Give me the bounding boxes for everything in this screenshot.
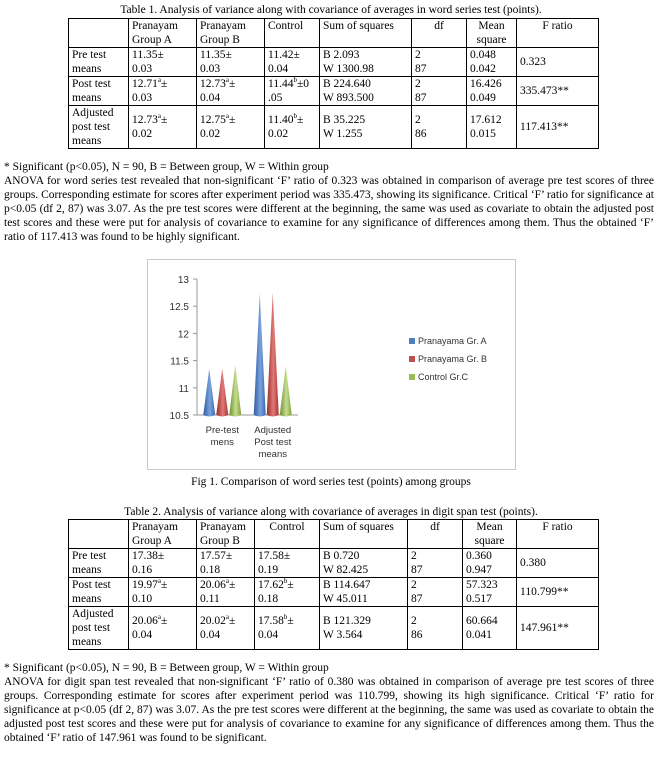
- cell-group-b: 12.75$^a$± 0.02: [197, 106, 265, 149]
- cell-group-a: 19.97$^a$± 0.10: [129, 578, 197, 607]
- x-labels: [206, 425, 292, 460]
- cell-control: 17.58± 0.19: [255, 549, 320, 578]
- y-ticks: [170, 275, 197, 422]
- bar-pranayama-gr-b-1: [267, 293, 279, 417]
- cell-group-b: 11.35± 0.03: [197, 48, 265, 77]
- cell-df: 2 87: [408, 578, 463, 607]
- cell-sum-of-squares: B 224.640 W 893.500: [320, 77, 412, 106]
- table2-paragraph: ANOVA for digit span test revealed that non-significant ‘F’ ratio of 0.380 was obtained in comparison of average pre test scores of three groups. Corresponding estimate for scores after experiment period was 110.799, showing its high significance. Critical ‘F’ ratio for significance at p<0.05 (df 2, 87) was 3.07. As the pre test scores were different at the beginning, the same was used as covariate to obtain the adjusted post test scores and these were put for analysis of covariance to examine for any significance of differences among them. Thus the obtained ‘F’ ratio of 147.961 was found to be significant.: [4, 676, 654, 744]
- cell-mean-square: 57.323 0.517: [463, 578, 517, 607]
- cell-sum-of-squares: B 2.093 W 1300.98: [320, 48, 412, 77]
- cell-sum-of-squares: B 121.329 W 3.564: [320, 607, 408, 650]
- header-cell-empty: [69, 520, 129, 549]
- cell-group-a: 11.35± 0.03: [129, 48, 197, 77]
- y-tick-label: 13: [177, 275, 189, 286]
- cell-f-ratio: 117.413**: [517, 106, 599, 149]
- cell-control: 11.40$^b$± 0.02: [265, 106, 320, 149]
- cell-f-ratio: 0.323: [517, 48, 599, 77]
- cell-control: 17.62$^b$± 0.18: [255, 578, 320, 607]
- cell-group-a: 20.06$^a$± 0.04: [129, 607, 197, 650]
- bar-control-gr-c-0: [229, 365, 241, 417]
- table-row: [69, 77, 599, 106]
- legend-label: Pranayama Gr. A: [418, 336, 487, 346]
- x-tick-label: Adjusted: [254, 425, 292, 436]
- cell-sum-of-squares: B 114.647 W 45.011: [320, 578, 408, 607]
- bars: [203, 293, 292, 417]
- cell-mean-square: 0.360 0.947: [463, 549, 517, 578]
- header-cell-mean-square: Mean square: [467, 19, 517, 48]
- cell-group-b: 20.06$^a$± 0.11: [197, 578, 255, 607]
- legend-label: Control Gr.C: [418, 372, 469, 382]
- cell-f-ratio: 0.380: [517, 549, 599, 578]
- cell-f-ratio: 110.799**: [517, 578, 599, 607]
- table-row: [69, 106, 599, 149]
- x-tick-label: means: [258, 449, 288, 460]
- cell-group-a: 12.73$^a$± 0.02: [129, 106, 197, 149]
- cell-control: 11.44$^b$±0 .05: [265, 77, 320, 106]
- cell-sum-of-squares: B 0.720 W 82.425: [320, 549, 408, 578]
- cell-df: 2 87: [408, 549, 463, 578]
- header-cell-group-a: Pranayam Group A: [129, 19, 197, 48]
- row-label: Post test means: [69, 578, 129, 607]
- cell-f-ratio: 335.473**: [517, 77, 599, 106]
- header-cell-control: Control: [265, 19, 320, 48]
- header-cell-group-b: Pranayam Group B: [197, 19, 265, 48]
- cell-mean-square: 17.612 0.015: [467, 106, 517, 149]
- cell-df: 2 86: [412, 106, 467, 149]
- header-cell-sum-of-squares: Sum of squares: [320, 520, 408, 549]
- table-row: [69, 578, 599, 607]
- table-row: [69, 48, 599, 77]
- legend-swatch: [409, 356, 415, 362]
- chart-svg: [148, 260, 515, 469]
- y-tick-label: 12: [177, 329, 189, 341]
- table1-caption: Table 1. Analysis of variance along with covariance of averages in word series test (points).: [120, 4, 542, 16]
- table1-paragraph: ANOVA for word series test revealed that non-significant ‘F’ ratio of 0.323 was obtained in comparison of average pre test scores of three groups. Corresponding estimate for scores after experiment period was 335.473, showing its significance. Critical ‘F’ ratio for significance at p<0.05 (df 2, 87) was 3.07. As the pre test scores were different at the beginning, the same was used as covariate to obtain the adjusted post test scores and these were put for analysis of covariance to examine for any significance of differences among them. Thus the obtained ‘F’ ratio of 117.413 was found to be highly significant.: [4, 175, 654, 243]
- cell-control: 17.58$^b$± 0.04: [255, 607, 320, 650]
- table2-note: * Significant (p<0.05), N = 90, B = Between group, W = Within group: [4, 662, 329, 674]
- row-label: Post test means: [69, 77, 129, 106]
- legend-label: Pranayama Gr. B: [418, 354, 488, 364]
- cell-group-b: 12.73$^a$± 0.04: [197, 77, 265, 106]
- header-cell-sum-of-squares: Sum of squares: [320, 19, 412, 48]
- figure1-chart: [147, 259, 516, 470]
- table-header-row: [69, 19, 599, 48]
- bar-control-gr-c-1: [280, 366, 292, 416]
- header-cell-group-a: Pranayam Group A: [129, 520, 197, 549]
- cell-sum-of-squares: B 35.225 W 1.255: [320, 106, 412, 149]
- x-tick-label: mens: [210, 437, 234, 448]
- figure1-caption: Fig 1. Comparison of word series test (points) among groups: [191, 476, 471, 488]
- header-cell-df: df: [412, 19, 467, 48]
- bar-pranayama-gr-b-0: [216, 369, 228, 417]
- cell-df: 2 86: [408, 607, 463, 650]
- y-tick-label: 11.5: [170, 356, 189, 368]
- bar-pranayama-gr-a-1: [254, 294, 266, 417]
- header-cell-empty: [69, 19, 129, 48]
- cell-mean-square: 16.426 0.049: [467, 77, 517, 106]
- x-tick-label: Post test: [254, 437, 292, 448]
- header-cell-f-ratio: F ratio: [517, 520, 599, 549]
- table2: [68, 519, 599, 650]
- y-tick-label: 12.5: [169, 302, 189, 314]
- table-row: [69, 549, 599, 578]
- cell-control: 11.42± 0.04: [265, 48, 320, 77]
- cell-group-a: 17.38± 0.16: [129, 549, 197, 578]
- row-label: Pre test means: [69, 549, 129, 578]
- legend-swatch: [409, 374, 415, 380]
- legend: [409, 336, 487, 382]
- cell-f-ratio: 147.961**: [517, 607, 599, 650]
- legend-swatch: [409, 338, 415, 344]
- bar-pranayama-gr-a-0: [203, 369, 215, 417]
- cell-mean-square: 60.664 0.041: [463, 607, 517, 650]
- x-tick-label: Pre-test: [205, 425, 239, 436]
- y-tick-label: 11: [178, 383, 189, 395]
- cell-group-a: 12.71$^a$± 0.03: [129, 77, 197, 106]
- header-cell-mean-square: Mean square: [463, 520, 517, 549]
- table-row: [69, 607, 599, 650]
- table1: [68, 18, 599, 149]
- cell-mean-square: 0.048 0.042: [467, 48, 517, 77]
- header-cell-group-b: Pranayam Group B: [197, 520, 255, 549]
- cell-group-b: 17.57± 0.18: [197, 549, 255, 578]
- cell-group-b: 20.02$^a$± 0.04: [197, 607, 255, 650]
- header-cell-df: df: [408, 520, 463, 549]
- cell-df: 2 87: [412, 48, 467, 77]
- cell-df: 2 87: [412, 77, 467, 106]
- table1-note: * Significant (p<0.05), N = 90, B = Between group, W = Within group: [4, 161, 329, 173]
- row-label: Adjusted post test means: [69, 607, 129, 650]
- row-label: Adjusted post test means: [69, 106, 129, 149]
- header-cell-f-ratio: F ratio: [517, 19, 599, 48]
- row-label: Pre test means: [69, 48, 129, 77]
- header-cell-control: Control: [255, 520, 320, 549]
- table-header-row: [69, 520, 599, 549]
- y-tick-label: 10.5: [169, 411, 189, 422]
- table2-caption: Table 2. Analysis of variance along with covariance of averages in digit span test (points).: [124, 506, 538, 518]
